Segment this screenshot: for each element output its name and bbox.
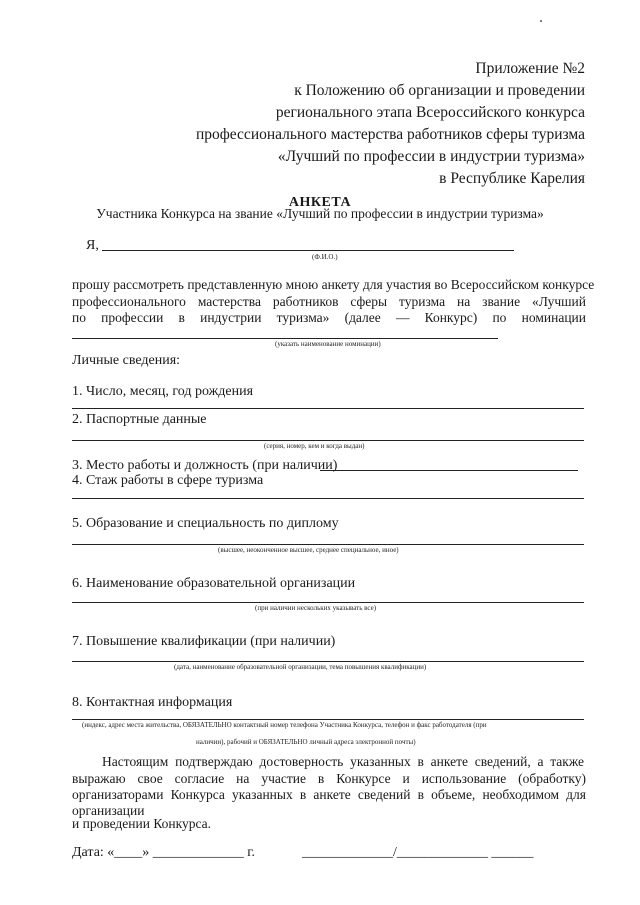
header-line-2: к Положению об организации и проведении xyxy=(294,82,585,99)
header-line-3: регионального этапа Всероссийского конкурса xyxy=(275,104,585,121)
qualification-label: 7. Повышение квалификации (при наличии) xyxy=(72,634,336,649)
consent-line-3: организаторами Конкурса указанных в анкете сведений в объеме, необходимом для xyxy=(72,787,586,802)
experience-field[interactable] xyxy=(72,498,584,499)
contact-label: 8. Контактная информация xyxy=(72,695,233,710)
request-line-3: по профессии в индустрии туризма» (далее — Конкурс) по номинации xyxy=(72,310,586,325)
institution-label: 6. Наименование образовательной организации xyxy=(72,576,356,591)
contact-hint-1: (индекс, адрес места жительства, ОБЯЗАТЕЛЬНО контактный номер телефона Участника Конкурса, телефон и факс работодателя (при xyxy=(82,721,487,729)
consent-line-1: Настоящим подтверждаю достоверность указанных в анкете сведений, а также xyxy=(102,754,584,769)
institution-field[interactable] xyxy=(72,602,584,603)
form-title: АНКЕТА xyxy=(288,195,352,210)
scan-speck xyxy=(540,20,542,22)
qualification-hint: (дата, наименование образовательной организации, тема повышения квалификации) xyxy=(174,663,427,671)
contact-field[interactable] xyxy=(72,719,584,720)
passport-hint: (серия, номер, кем и когда выдан) xyxy=(264,442,365,450)
experience-label: 4. Стаж работы в сфере туризма xyxy=(72,473,264,488)
passport-label: 2. Паспортные данные xyxy=(72,412,207,427)
header-line-6: в Республике Карелия xyxy=(439,170,585,187)
consent-line-2: выражаю свое согласие на участие в Конкурсе и использование (обработку) xyxy=(72,771,586,786)
education-label: 5. Образование и специальность по диплому xyxy=(72,516,339,531)
nomination-field[interactable] xyxy=(72,338,498,339)
workplace-label: 3. Место работы и должность (при наличии) xyxy=(72,458,338,473)
nomination-hint: (указать наименование номинации) xyxy=(275,340,381,348)
appendix-number: Приложение №2 xyxy=(475,60,585,77)
fio-label: Я, xyxy=(86,238,99,253)
passport-field[interactable] xyxy=(72,440,584,441)
qualification-field[interactable] xyxy=(72,661,584,662)
header-line-5: «Лучший по профессии в индустрии туризма» xyxy=(277,148,585,165)
request-line-2: профессионального мастерства работников сферы туризма на звание «Лучший xyxy=(72,294,586,309)
birthdate-field[interactable] xyxy=(72,408,584,409)
contact-hint-2: наличии), рабочий и ОБЯЗАТЕЛЬНО личный адреса электронной почты) xyxy=(196,738,416,746)
workplace-field[interactable] xyxy=(320,470,578,471)
form-subtitle: Участника Конкурса на звание «Лучший по профессии в индустрии туризма» xyxy=(96,206,544,221)
date-field[interactable]: Дата: «____» _____________ г. xyxy=(72,845,255,860)
personal-heading: Личные сведения: xyxy=(72,353,181,368)
education-hint: (высшее, неоконченное высшее, среднее специальное, иное) xyxy=(218,546,399,554)
birthdate-label: 1. Число, месяц, год рождения xyxy=(72,384,254,399)
signature-field[interactable]: _____________/_____________ ______ xyxy=(302,845,534,860)
fio-hint: (Ф.И.О.) xyxy=(312,253,338,261)
fio-field[interactable] xyxy=(102,250,514,251)
institution-hint: (при наличии нескольких указывать все) xyxy=(255,604,377,612)
consent-line-4: организации xyxy=(72,803,145,818)
education-field[interactable] xyxy=(72,544,584,545)
request-line-1: прошу рассмотреть представленную мною анкету для участия во Всероссийском конкурсе xyxy=(72,277,595,292)
header-line-4: профессионального мастерства работников сферы туризма xyxy=(195,126,585,143)
consent-line-5: и проведении Конкурса. xyxy=(72,816,212,831)
